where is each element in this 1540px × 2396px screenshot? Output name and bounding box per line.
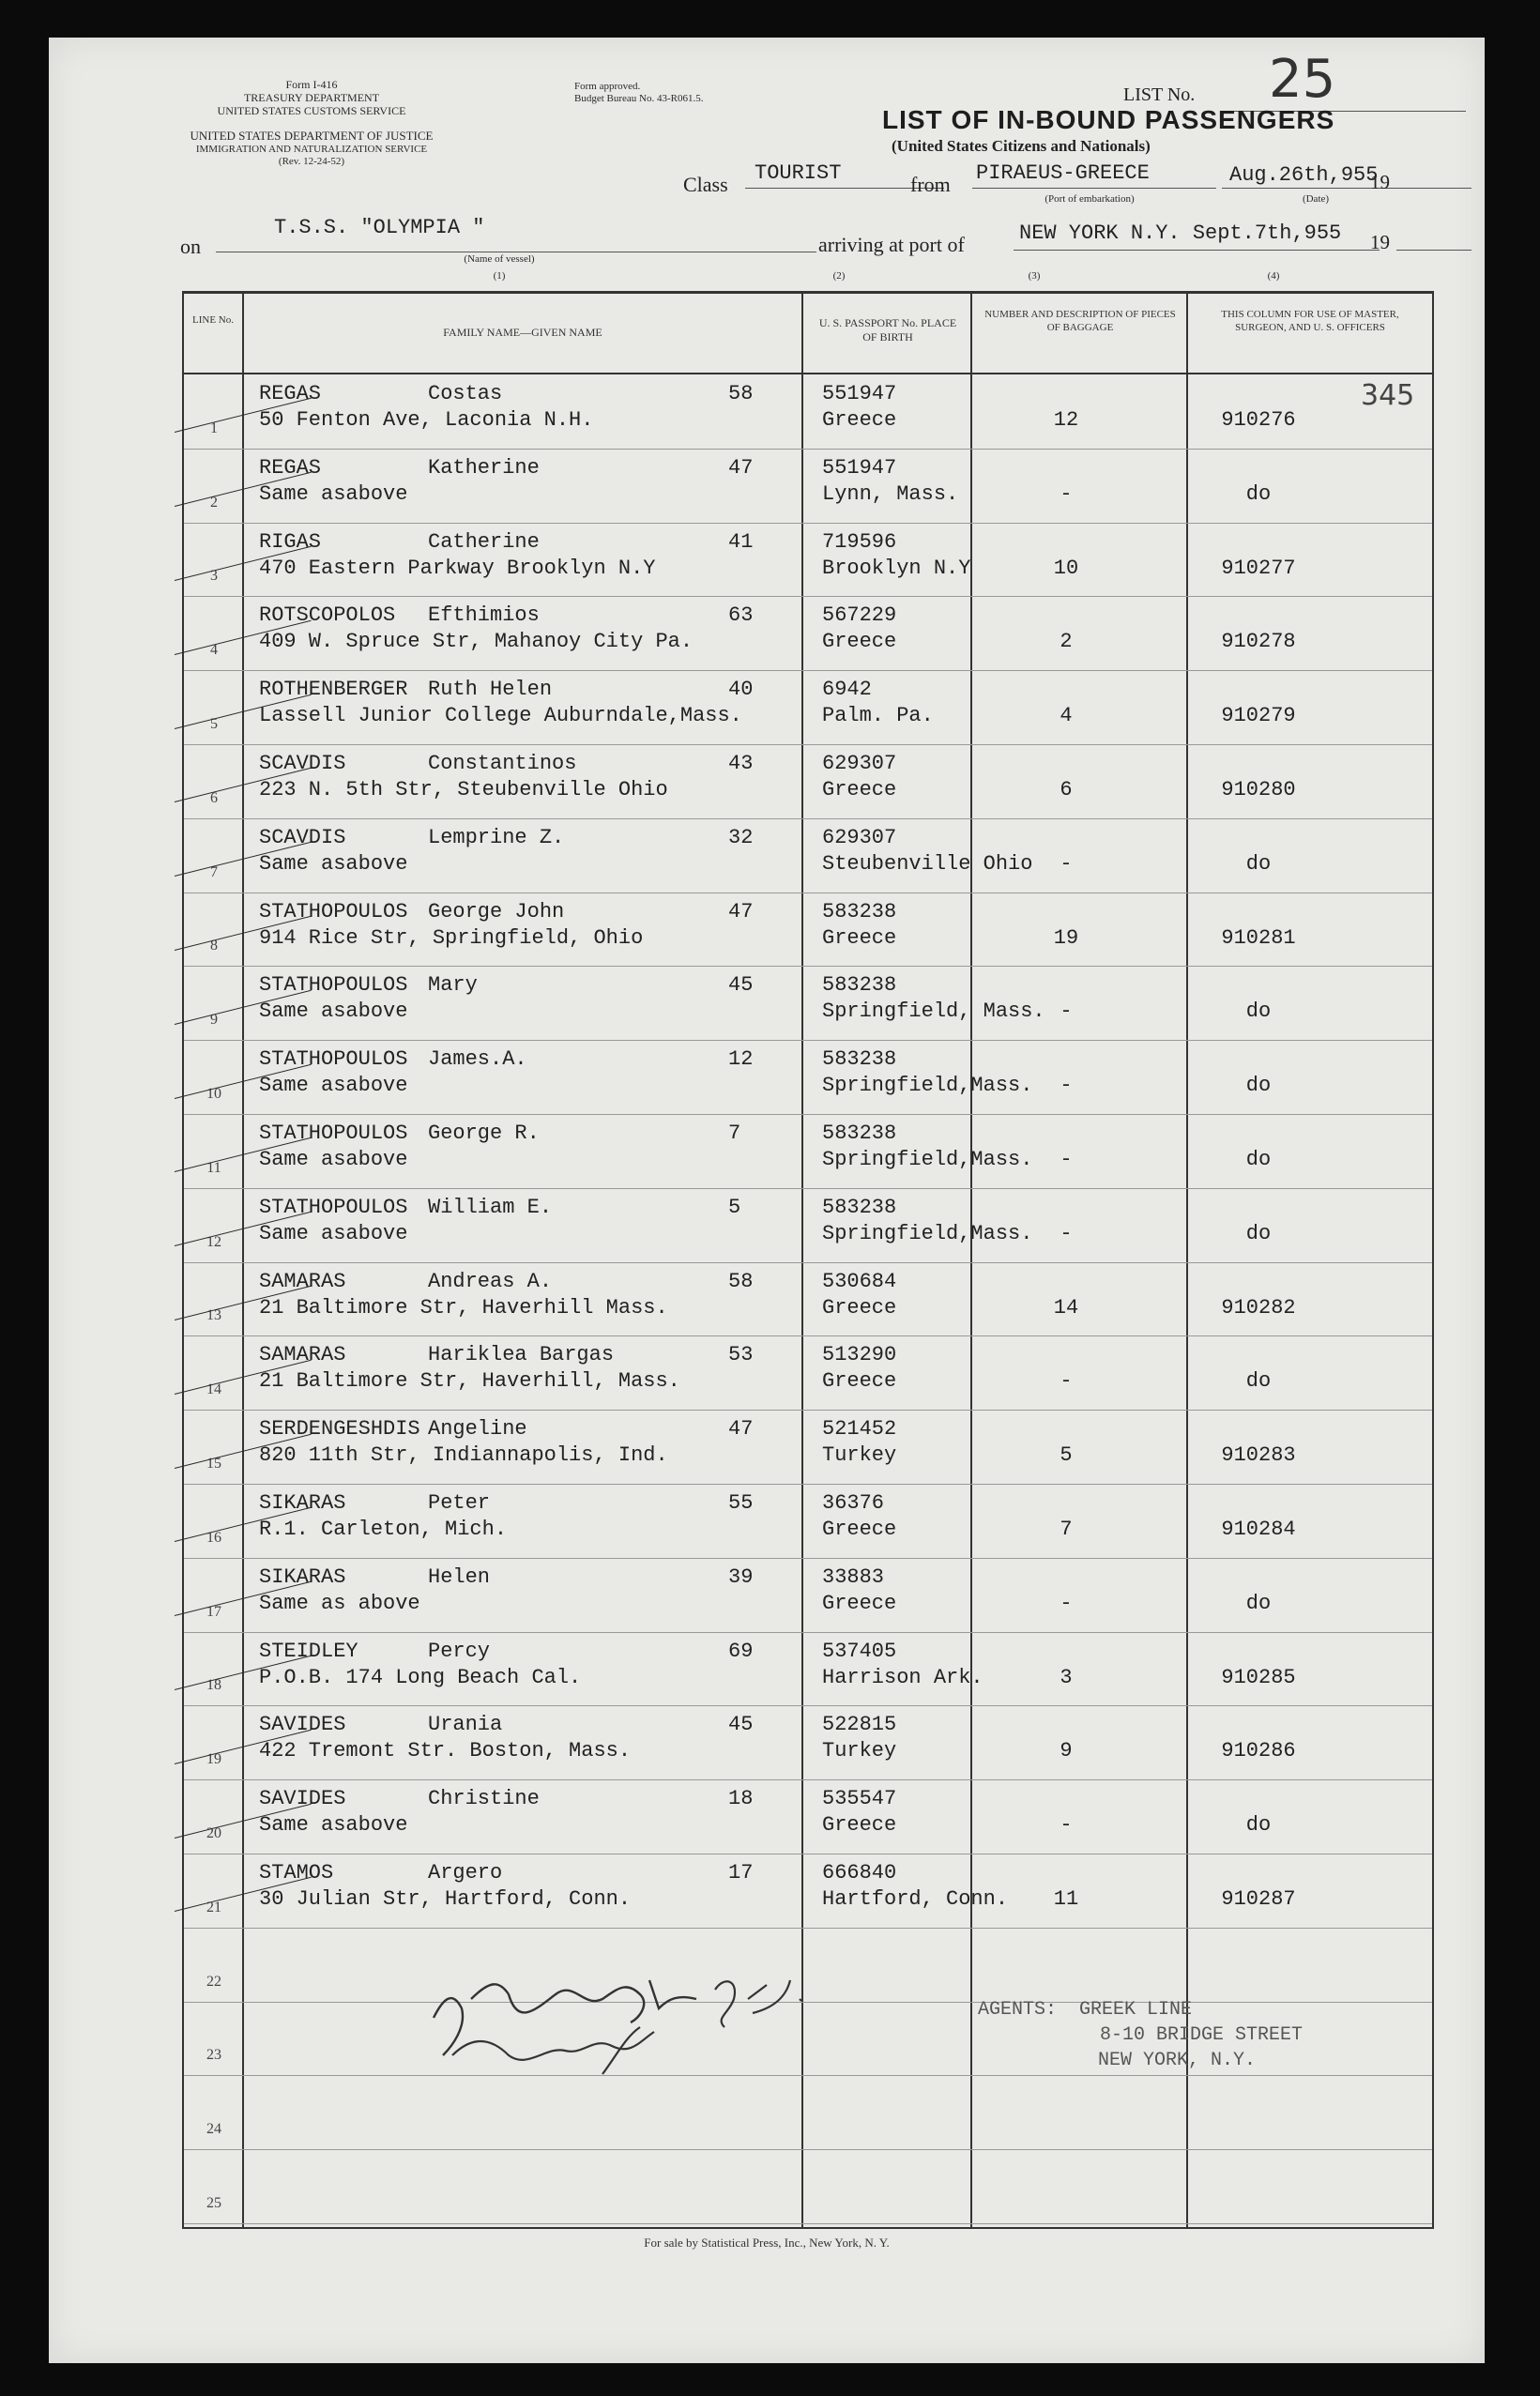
passenger-age: 45 <box>728 1713 754 1737</box>
baggage-count: 7 <box>1060 1518 1073 1541</box>
passenger-age: 5 <box>728 1195 741 1219</box>
passenger-age: 17 <box>728 1861 754 1885</box>
line-number: 23 <box>206 2047 221 2064</box>
line-number: 9 <box>210 1012 218 1029</box>
passenger-address: 223 N. 5th Str, Steubenville Ohio <box>259 778 668 801</box>
passenger-address: 422 Tremont Str. Boston, Mass. <box>259 1739 632 1763</box>
budget-bureau: Budget Bureau No. 43-R061.5. <box>574 92 704 104</box>
place-of-birth: Springfield, Mass. <box>822 1000 1045 1024</box>
passenger-surname: SIKARAS <box>259 1564 346 1589</box>
passport-number: 530684 <box>822 1269 897 1293</box>
line-number: 4 <box>210 642 218 659</box>
place-of-birth: Springfield,Mass. <box>822 1221 1033 1245</box>
passport-number: 567229 <box>822 603 897 628</box>
passport-number: 513290 <box>822 1343 897 1367</box>
place-of-birth: Greece <box>822 778 897 801</box>
passport-number: 583238 <box>822 1047 897 1072</box>
passport-number: 36376 <box>822 1491 885 1515</box>
passenger-surname: STEIDLEY <box>259 1639 358 1663</box>
line-number: 10 <box>206 1086 221 1103</box>
passenger-age: 58 <box>728 1269 754 1293</box>
officer-reference: do <box>1245 1074 1272 1098</box>
baggage-count: 5 <box>1060 1443 1073 1468</box>
passenger-age: 18 <box>728 1787 754 1811</box>
baggage-count: 10 <box>1053 556 1079 580</box>
baggage-count: - <box>1060 1074 1073 1098</box>
line-number: 18 <box>206 1677 221 1694</box>
agents-line3: NEW YORK, N.Y. <box>1098 2050 1257 2071</box>
table-row <box>184 374 1432 450</box>
officer-reference: 910282 <box>1221 1295 1296 1320</box>
passenger-surname: SIKARAS <box>259 1491 346 1515</box>
passenger-address: Same asabove <box>259 1000 408 1024</box>
table-row <box>184 893 1432 968</box>
header-baggage: NUMBER AND DESCRIPTION OF PIECES OF BAGGAGE <box>984 309 1176 333</box>
passenger-given-name: Catherine <box>428 529 540 554</box>
passport-number: 629307 <box>822 752 897 775</box>
passport-number: 551947 <box>822 455 897 480</box>
passenger-given-name: Efthimios <box>428 603 540 628</box>
line-number: 11 <box>206 1159 221 1176</box>
passenger-address: 409 W. Spruce Str, Mahanoy City Pa. <box>259 630 694 654</box>
dept-customs: UNITED STATES CUSTOMS SERVICE <box>217 103 406 117</box>
agents-label: AGENTS: <box>978 1999 1058 2021</box>
passenger-age: 43 <box>728 752 754 775</box>
passenger-table <box>182 291 1434 2229</box>
list-no-label: LIST No. <box>1123 84 1196 105</box>
line-number: 21 <box>206 1899 221 1915</box>
line-number: 25 <box>206 2195 221 2212</box>
table-row <box>184 1484 1432 1559</box>
line-number: 13 <box>206 1307 221 1324</box>
year-prefix-2: 19 <box>1370 231 1390 253</box>
officer-reference: do <box>1245 851 1272 876</box>
passenger-age: 53 <box>728 1343 754 1367</box>
baggage-count: - <box>1060 851 1073 876</box>
dept-immigration: IMMIGRATION AND NATURALIZATION SERVICE <box>195 143 428 155</box>
passport-number: 522815 <box>822 1713 897 1737</box>
date-caption: (Date) <box>1302 193 1330 205</box>
passenger-address: 21 Baltimore Str, Haverhill, Mass. <box>259 1369 680 1394</box>
passenger-address: Same asabove <box>259 1148 408 1171</box>
place-of-birth: Lynn, Mass. <box>822 481 959 506</box>
year-prefix-1: 19 <box>1370 171 1390 193</box>
passenger-surname: SAVIDES <box>259 1713 346 1737</box>
form-revision: (Rev. 12-24-52) <box>278 155 345 167</box>
place-of-birth: Brooklyn N.Y <box>822 556 971 580</box>
list-number: 25 <box>1269 49 1336 110</box>
passenger-age: 40 <box>728 678 754 702</box>
place-of-birth: Springfield,Mass. <box>822 1148 1033 1171</box>
passport-number: 629307 <box>822 825 897 849</box>
passenger-given-name: Ruth Helen <box>428 678 553 702</box>
dept-treasury: TREASURY DEPARTMENT <box>243 90 380 104</box>
line-number: 3 <box>210 568 218 585</box>
place-of-birth: Turkey <box>822 1443 897 1468</box>
passenger-given-name: Argero <box>428 1861 503 1885</box>
place-of-birth: Greece <box>822 1518 897 1541</box>
passenger-given-name: Christine <box>428 1787 540 1811</box>
officer-reference: 910281 <box>1221 925 1296 950</box>
agents-line1: GREEK LINE <box>1079 1999 1193 2021</box>
on-label: on <box>180 235 201 258</box>
from-caption: (Port of embarkation) <box>1044 193 1135 205</box>
table-row <box>184 1262 1432 1337</box>
table-row <box>184 2149 1432 2224</box>
table-row <box>184 966 1432 1041</box>
line-number: 14 <box>206 1381 221 1398</box>
place-of-birth: Greece <box>822 1295 897 1320</box>
passenger-given-name: Lemprine Z. <box>428 825 565 849</box>
passenger-age: 12 <box>728 1047 754 1072</box>
passenger-address: 21 Baltimore Str, Haverhill Mass. <box>259 1295 668 1320</box>
passenger-given-name: Helen <box>428 1564 491 1589</box>
table-row <box>184 1558 1432 1633</box>
place-of-birth: Greece <box>822 1813 897 1838</box>
passenger-address: Same asabove <box>259 1074 408 1098</box>
baggage-count: - <box>1060 1148 1073 1171</box>
table-row <box>184 1410 1432 1485</box>
passenger-given-name: George John <box>428 899 565 923</box>
baggage-count: - <box>1060 481 1073 506</box>
passenger-age: 69 <box>728 1639 754 1663</box>
line-number: 12 <box>206 1233 221 1250</box>
passenger-given-name: Hariklea Bargas <box>428 1343 615 1367</box>
passenger-given-name: Katherine <box>428 455 540 480</box>
line-number: 15 <box>206 1456 221 1473</box>
officer-reference: 910284 <box>1221 1518 1296 1541</box>
passenger-surname: STATHOPOULOS <box>259 899 408 923</box>
passport-number: 719596 <box>822 529 897 554</box>
passenger-given-name: Andreas A. <box>428 1269 553 1293</box>
passenger-surname: STATHOPOULOS <box>259 1047 408 1072</box>
passenger-given-name: Urania <box>428 1713 503 1737</box>
table-row <box>184 596 1432 671</box>
passenger-address: 30 Julian Str, Hartford, Conn. <box>259 1887 632 1911</box>
passenger-surname: ROTSCOPOLOS <box>259 603 396 628</box>
line-number: 5 <box>210 716 218 733</box>
passenger-age: 47 <box>728 899 754 923</box>
class-value: TOURIST <box>755 161 842 185</box>
line-number: 1 <box>210 420 218 436</box>
line-number: 19 <box>206 1751 221 1768</box>
baggage-count: 19 <box>1053 925 1079 950</box>
baggage-count: 12 <box>1053 408 1079 432</box>
class-label: Class <box>683 173 728 196</box>
baggage-count: 9 <box>1060 1739 1073 1763</box>
officer-reference: 910279 <box>1221 704 1296 728</box>
passenger-address: P.O.B. 174 Long Beach Cal. <box>259 1665 582 1689</box>
vessel-caption: (Name of vessel) <box>464 253 535 265</box>
form-approved: Form approved. <box>574 81 641 92</box>
passport-number: 33883 <box>822 1564 885 1589</box>
agents-line2: 8-10 BRIDGE STREET <box>1100 2024 1304 2046</box>
table-row <box>184 670 1432 745</box>
table-row <box>184 1854 1432 1929</box>
passenger-surname: STATHOPOULOS <box>259 1122 408 1145</box>
from-value: PIRAEUS-GREECE <box>976 161 1150 185</box>
passenger-address: 914 Rice Str, Springfield, Ohio <box>259 925 644 950</box>
passenger-address: 820 11th Str, Indiannapolis, Ind. <box>259 1443 668 1468</box>
place-of-birth: Turkey <box>822 1739 897 1763</box>
footer-printer: For sale by Statistical Press, Inc., New York, N. Y. <box>644 2236 890 2250</box>
table-row <box>184 1705 1432 1780</box>
table-row <box>184 1779 1432 1854</box>
place-of-birth: Greece <box>822 630 897 654</box>
passenger-address: R.1. Carleton, Mich. <box>259 1518 508 1541</box>
passenger-surname: ROTHENBERGER <box>259 678 408 702</box>
place-of-birth: Greece <box>822 1591 897 1615</box>
stamp-number: 345 <box>1361 379 1415 412</box>
place-of-birth: Hartford, Conn. <box>822 1887 1009 1911</box>
header-officers: THIS COLUMN FOR USE OF MASTER, SURGEON, AND U. S. OFFICERS <box>1221 309 1399 333</box>
baggage-count: - <box>1060 1221 1073 1245</box>
baggage-count: - <box>1060 1813 1073 1838</box>
passenger-address: Same asabove <box>259 851 408 876</box>
passenger-address: Same as above <box>259 1591 420 1615</box>
passenger-age: 47 <box>728 455 754 480</box>
baggage-count: 14 <box>1053 1295 1079 1320</box>
arrival-port: NEW YORK N.Y. Sept.7th,955 <box>1019 221 1342 245</box>
passenger-age: 7 <box>728 1122 741 1145</box>
baggage-count: 6 <box>1060 778 1073 801</box>
place-of-birth: Steubenville Ohio <box>822 851 1033 876</box>
passenger-age: 58 <box>728 382 754 405</box>
header-passport: U. S. PASSPORT No. PLACE OF BIRTH <box>818 316 957 343</box>
line-number: 2 <box>210 494 218 511</box>
table-row <box>184 818 1432 893</box>
form-header-justice <box>114 130 509 167</box>
passenger-age: 32 <box>728 825 754 849</box>
passport-number: 537405 <box>822 1639 897 1663</box>
officer-reference: do <box>1245 481 1272 506</box>
passport-number: 6942 <box>822 678 872 702</box>
passenger-given-name: Constantinos <box>428 752 577 775</box>
officer-reference: 910278 <box>1221 630 1296 654</box>
arriving-label: arriving at port of <box>818 233 965 256</box>
passenger-surname: SAMARAS <box>259 1343 346 1367</box>
place-of-birth: Springfield,Mass. <box>822 1074 1033 1098</box>
passenger-address: Same asabove <box>259 1221 408 1245</box>
passenger-given-name: Costas <box>428 382 503 405</box>
passenger-age: 41 <box>728 529 754 554</box>
passenger-given-name: Peter <box>428 1491 491 1515</box>
passenger-address: Same asabove <box>259 481 408 506</box>
table-row <box>184 1335 1432 1411</box>
baggage-count: - <box>1060 1369 1073 1394</box>
passenger-given-name: Percy <box>428 1639 491 1663</box>
officer-reference: 910283 <box>1221 1443 1296 1468</box>
document-title: LIST OF IN-BOUND PASSENGERS <box>882 105 1335 134</box>
table-row <box>184 1188 1432 1263</box>
passenger-surname: RIGAS <box>259 529 322 554</box>
departure-date: Aug.26th,955 <box>1229 163 1379 187</box>
table-row <box>184 523 1432 598</box>
passenger-given-name: Mary <box>428 973 478 998</box>
table-row <box>184 449 1432 524</box>
line-number: 17 <box>206 1603 221 1620</box>
officer-reference: do <box>1245 1591 1272 1615</box>
passenger-age: 55 <box>728 1491 754 1515</box>
passport-number: 583238 <box>822 1122 897 1145</box>
passenger-age: 63 <box>728 603 754 628</box>
passenger-surname: SAMARAS <box>259 1269 346 1293</box>
col-num-4: (4) <box>1267 270 1280 282</box>
form-number: Form I-416 <box>285 78 338 91</box>
passenger-address: 470 Eastern Parkway Brooklyn N.Y <box>259 556 656 580</box>
line-number: 22 <box>206 1973 221 1990</box>
vessel-name: T.S.S. "OLYMPIA " <box>274 216 485 239</box>
place-of-birth: Palm. Pa. <box>822 704 934 728</box>
passenger-given-name: George R. <box>428 1122 540 1145</box>
passenger-given-name: Angeline <box>428 1417 527 1442</box>
passport-number: 583238 <box>822 899 897 923</box>
officer-reference: 910280 <box>1221 778 1296 801</box>
passport-number: 583238 <box>822 1195 897 1219</box>
baggage-count: 11 <box>1053 1887 1079 1911</box>
line-number: 16 <box>206 1529 221 1546</box>
officer-reference: 910286 <box>1221 1739 1296 1763</box>
baggage-count: 4 <box>1060 704 1073 728</box>
table-row <box>184 1040 1432 1115</box>
baggage-count: 2 <box>1060 630 1073 654</box>
officer-reference: do <box>1245 1148 1272 1171</box>
table-row <box>184 744 1432 819</box>
officer-reference: 910287 <box>1221 1887 1296 1911</box>
passenger-given-name: James.A. <box>428 1047 527 1072</box>
dept-justice: UNITED STATES DEPARTMENT OF JUSTICE <box>190 129 434 143</box>
passenger-address: Same asabove <box>259 1813 408 1838</box>
passenger-surname: SCAVDIS <box>259 752 346 775</box>
form-header-left <box>161 79 462 117</box>
passenger-address: Lassell Junior College Auburndale,Mass. <box>259 704 742 728</box>
officer-reference: 910285 <box>1221 1665 1296 1689</box>
place-of-birth: Greece <box>822 408 897 432</box>
officer-reference: 910276 <box>1221 408 1296 432</box>
line-number: 20 <box>206 1825 221 1842</box>
officer-reference: do <box>1245 1000 1272 1024</box>
passport-number: 521452 <box>822 1417 897 1442</box>
line-number: 6 <box>210 789 218 806</box>
col-num-2: (2) <box>832 270 846 282</box>
line-number: 7 <box>210 863 218 880</box>
passport-number: 583238 <box>822 973 897 998</box>
table-row <box>184 1632 1432 1707</box>
officer-signature <box>415 1943 846 2102</box>
table-row <box>184 1114 1432 1189</box>
passenger-surname: STATHOPOULOS <box>259 1195 408 1219</box>
line-number: 24 <box>206 2121 221 2138</box>
agents-stamp <box>978 1997 1303 2073</box>
place-of-birth: Greece <box>822 925 897 950</box>
line-number: 8 <box>210 938 218 954</box>
passenger-surname: REGAS <box>259 455 322 480</box>
passenger-surname: STAMOS <box>259 1861 334 1885</box>
officer-reference: do <box>1245 1369 1272 1394</box>
passenger-age: 47 <box>728 1417 754 1442</box>
passenger-surname: REGAS <box>259 382 322 405</box>
baggage-count: - <box>1060 1591 1073 1615</box>
place-of-birth: Greece <box>822 1369 897 1394</box>
passenger-address: 50 Fenton Ave, Laconia N.H. <box>259 408 594 432</box>
passenger-surname: SERDENGESHDIS <box>259 1417 420 1442</box>
manifest-page <box>49 38 1485 2363</box>
col-num-3: (3) <box>1028 270 1041 282</box>
passenger-surname: SAVIDES <box>259 1787 346 1811</box>
header-name: FAMILY NAME—GIVEN NAME <box>443 326 602 339</box>
col-num-1: (1) <box>493 270 506 282</box>
form-approval <box>574 81 800 104</box>
header-line-no: LINE No. <box>192 314 234 326</box>
passenger-surname: STATHOPOULOS <box>259 973 408 998</box>
passenger-age: 39 <box>728 1564 754 1589</box>
officer-reference: do <box>1245 1221 1272 1245</box>
officer-reference: do <box>1245 1813 1272 1838</box>
passport-number: 551947 <box>822 382 897 405</box>
passenger-age: 45 <box>728 973 754 998</box>
officer-reference: 910277 <box>1221 556 1296 580</box>
passport-number: 535547 <box>822 1787 897 1811</box>
baggage-count: 3 <box>1060 1665 1073 1689</box>
from-label: from <box>910 173 951 196</box>
passenger-surname: SCAVDIS <box>259 825 346 849</box>
passport-number: 666840 <box>822 1861 897 1885</box>
document-subtitle: (United States Citizens and Nationals) <box>892 137 1151 155</box>
baggage-count: - <box>1060 1000 1073 1024</box>
place-of-birth: Harrison Ark. <box>822 1665 983 1689</box>
passenger-given-name: William E. <box>428 1195 553 1219</box>
